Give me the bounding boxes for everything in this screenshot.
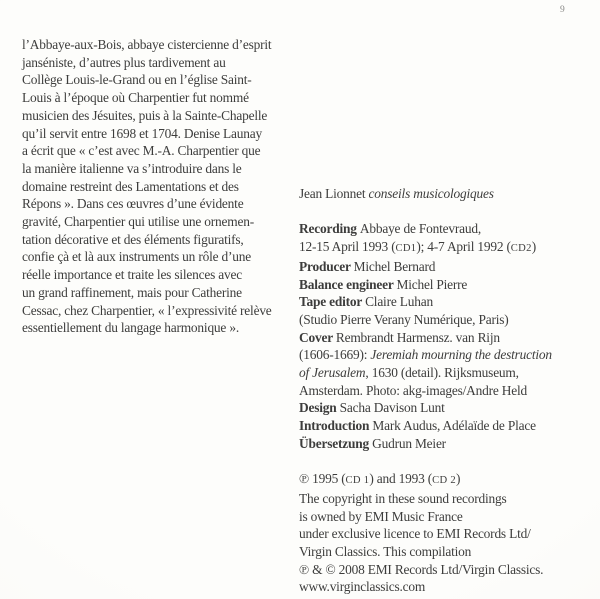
credit-text-segment: Michel Bernard [353,258,436,274]
credit-text-segment: Sacha Davison Lunt [339,400,445,416]
credit-text-segment: CD1 [395,243,417,255]
credit-text-segment: Recording [299,221,360,237]
credit-text-segment: 12-15 April 1993 ( [299,239,396,255]
credit-line [299,399,595,417]
credit-line [299,543,595,561]
musicological-advice [299,185,595,203]
text-line: la manière italienne va s’introduire dans le [22,160,242,176]
credit-text-segment: Jeremiah mourning the destruction [370,347,552,363]
credit-text-segment: ) [455,471,461,487]
credit-line [299,525,595,543]
credit-text-segment: CD 2 [432,475,456,487]
credit-line [299,276,595,294]
credit-line [299,382,595,400]
credit-line [299,508,595,526]
credit-line [299,435,595,453]
french-text-column [22,36,302,337]
credit-line [299,185,595,203]
credit-text-segment: CD2 [510,243,532,255]
credit-text-segment: Introduction [299,418,373,434]
text-line: domaine restreint des Lamentations et des [22,178,239,194]
text-line: Cessac, chez Charpentier, « l’expressivité relève [22,302,272,318]
credit-text-segment: , 1630 (detail). Rijksmuseum, [365,365,519,381]
text-line: réelle importance et traite les silences avec [22,267,243,283]
credit-line [299,238,595,258]
credit-text-segment: Jean Lionnet [299,186,369,201]
credit-text-segment: Cover [299,329,336,345]
credit-text-segment: Abbaye de Fontevraud, [359,221,481,237]
credit-line [299,258,595,276]
credit-text-segment: under exclusive licence to EMI Records Ltd/ [299,526,531,542]
credit-text-segment: ℗ & © 2008 EMI Records Ltd/Virgin Classics. [299,561,544,577]
credit-line [299,470,595,490]
credits-column [299,185,595,596]
credit-line [299,346,595,364]
production-credits [299,220,595,452]
text-line: gravité, Charpentier qui utilise une ornemen- [22,214,254,230]
credit-line [299,293,595,311]
credit-line [299,417,595,435]
credit-text-segment: Balance engineer [299,276,397,292]
credit-text-segment: The copyright in these sound recordings [299,490,507,506]
credit-line [299,578,595,596]
text-line: janséniste, d’autres plus tardivement au [22,54,226,70]
credit-line [299,561,595,579]
credit-text-segment: Mark Audus, Adélaïde de Place [372,418,536,434]
credit-text-segment: Virgin Classics. This compilation [299,544,472,560]
text-line: qu’il servit entre 1698 et 1704. Denise Launay [22,125,262,141]
credit-text-segment: ℗ 1995 ( [299,471,346,487]
credit-text-segment: Übersetzung [299,435,373,451]
credit-line [299,311,595,329]
text-line: Louis à l’époque où Charpentier fut nommé [22,90,249,106]
credit-line [299,220,595,238]
text-line: tation décorative et des éléments figuratifs, [22,231,244,247]
copyright-notice [299,470,595,596]
text-line: a écrit que « c’est avec M.-A. Charpentier que [22,143,261,159]
credit-text-segment: Gudrun Meier [372,435,446,451]
text-line: l’Abbaye-aux-Bois, abbaye cistercienne d’esprit [22,37,272,52]
credit-text-segment: Michel Pierre [396,276,468,292]
page-number: 9 [560,5,565,15]
credit-text-segment: (Studio Pierre Verany Numérique, Paris) [299,311,509,327]
credit-text-segment: Rembrandt Harmensz. van Rijn [335,329,500,345]
credit-text-segment: (1606-1669): [299,347,371,363]
credit-line [299,490,595,508]
credit-line [299,364,595,382]
credit-text-segment: www.virginclassics.com [299,579,426,595]
credit-text-segment: CD 1 [345,475,370,487]
credit-text-segment: is owned by EMI Music France [299,508,463,524]
text-line: essentiellement du langage harmonique ». [22,320,239,336]
credit-text-segment: of Jerusalem [299,365,366,381]
credit-text-segment: conseils musicologiques [368,186,494,201]
credit-text-segment: ); 4-7 April 1992 ( [416,239,511,255]
text-line: confie çà et là aux instruments un rôle d’une [22,249,251,265]
credit-text-segment: Tape editor [299,294,366,310]
credit-text-segment: ) and 1993 ( [369,471,433,487]
credit-text-segment: Producer [299,258,354,274]
credit-text-segment: Claire Luhan [365,294,433,310]
credit-line [299,329,595,347]
text-line: Collège Louis-le-Grand ou en l’église Saint- [22,72,252,88]
credit-text-segment: ) [531,239,536,255]
text-line: musicien des Jésuites, puis à la Sainte-Chapelle [22,107,268,123]
credit-text-segment: Design [299,400,340,416]
text-line: un grand raffinement, mais pour Catherine [22,284,242,300]
credit-text-segment: Amsterdam. Photo: akg-images/Andre Held [299,382,527,398]
text-line: Répons ». Dans ces œuvres d’une évidente [22,196,244,212]
